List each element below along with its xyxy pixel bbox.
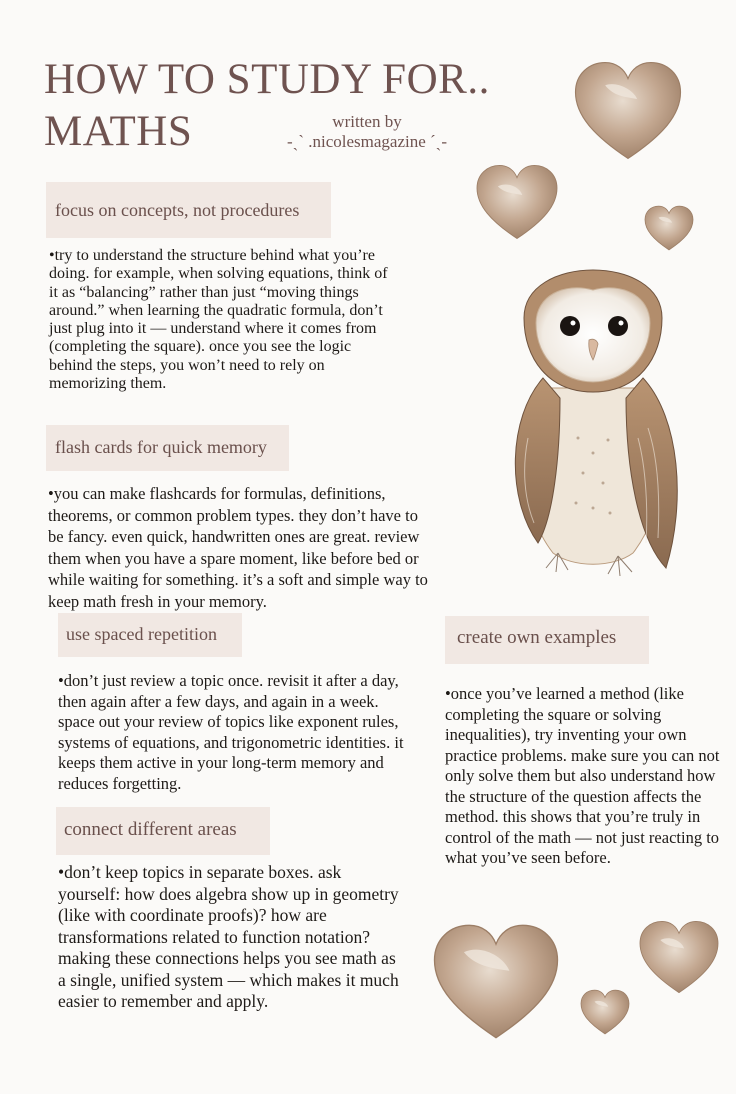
body-focus-concepts: •try to understand the structure behind what you’re doing. for example, when solving equations, think of it as “balancing” rather than just “moving things around.” when learning the quadratic formula, don’t just plug into it — understand where it comes from (completing the square). once you see the logic behind the steps, you won’t need to rely on memorizing them. [49,247,388,393]
heading-connect-areas: connect different areas [56,807,270,855]
heading-flash-cards: flash cards for quick memory [46,425,289,471]
heart-icon [563,58,693,163]
body-connect-areas: •don’t keep topics in separate boxes. ask yourself: how does algebra show up in geometry (like with coordinate proofs)? how are transformations related to function notation? making these connections helps you see math as a single, unified system — which makes it much easier to remember and apply. [58,862,399,1011]
heart-icon [633,918,725,996]
body-flash-cards: •you can make flashcards for formulas, definitions, theorems, or common problem types. they don’t have to be fancy. even quick, handwritten ones are great. review them when you have a spare moment, like before bed or while waiting for something. it’s a soft and simple way to keep math fresh in your memory. [48,484,428,611]
title-line-1: HOW TO STUDY FOR.. [44,56,490,103]
heart-icon [576,988,634,1036]
body-create-examples: •once you’ve learned a method (like completing the square or solving inequalities), try inventing your own practice problems. make sure you can not only solve them but also understand how the structure of the question affects the method. this shows that you’re truly in control of the math — not just reacting to what you’ve seen before. [445,684,720,867]
title-line-2: MATHS [44,108,193,155]
heart-icon [421,920,571,1043]
written-by-label: written by [332,112,402,131]
heading-spaced-repetition: use spaced repetition [58,613,242,657]
body-spaced-repetition: •don’t just review a topic once. revisit it after a day, then again after a few days, and again in a week. space out your review of topics like exponent rules, systems of equations, and trigonometric identities. it keeps them active in your long-term memory and reduces forgetting. [58,671,404,793]
byline [272,112,462,152]
heading-focus-concepts: focus on concepts, not procedures [46,182,331,238]
owl-illustration [498,268,688,586]
author-name: -ˏˋ .nicolesmagazine ˊˎ- [287,132,447,151]
heading-create-examples: create own examples [445,616,649,664]
heart-icon [469,162,565,242]
heart-icon [640,204,698,252]
